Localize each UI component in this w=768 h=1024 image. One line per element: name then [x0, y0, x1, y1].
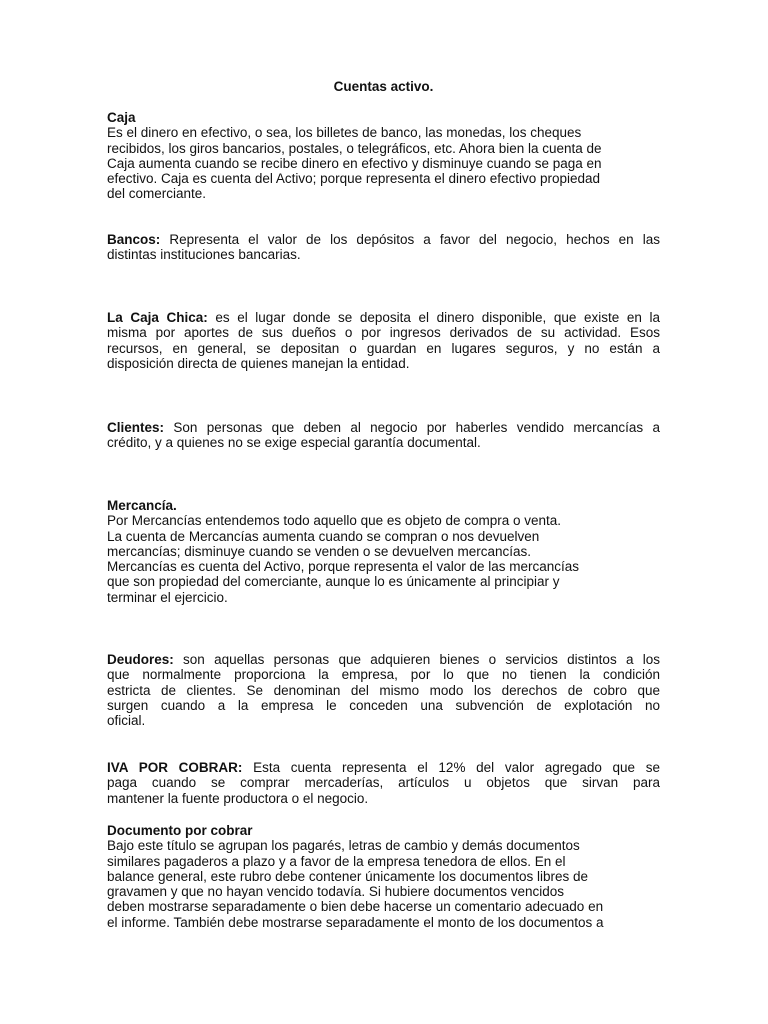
- caja-chica-line: recursos, en general, se depositan o guardan en lugares seguros, y no están a: [107, 340, 660, 356]
- documento-line: Bajo este título se agrupan los pagarés, letras de cambio y demás documentos: [107, 838, 580, 854]
- section-heading-bancos: Bancos:: [107, 232, 161, 247]
- caja-chica-first-line: [107, 310, 660, 325]
- section-body-caja: [107, 125, 660, 201]
- mercancia-line: que son propiedad del comerciante, aunque lo es únicamente al principiar y: [107, 574, 560, 590]
- section-heading-clientes: Clientes:: [107, 420, 165, 435]
- iva-first-line: [107, 760, 660, 775]
- clientes-line: crédito, y a quienes no se exige especial garantía documental.: [107, 435, 481, 451]
- deudores-line: oficial.: [107, 713, 146, 729]
- bancos-first-line: [107, 232, 660, 247]
- documento-line: similares pagaderos a plazo y a favor de la empresa tenedora de ellos. En el: [107, 853, 566, 869]
- caja-line: del comerciante.: [107, 186, 207, 202]
- section-clientes: [107, 420, 660, 451]
- document-title: Cuentas activo.: [333, 79, 434, 94]
- section-bancos: [107, 232, 660, 263]
- documento-line: balance general, este rubro debe contener únicamente los documentos libres de: [107, 868, 589, 884]
- section-iva-por-cobrar: [107, 760, 660, 806]
- section-documento-por-cobrar: [107, 823, 660, 930]
- iva-line: paga cuando se comprar mercaderías, artículos u objetos que sirvan para: [107, 775, 660, 791]
- deudores-line: surgen cuando a la empresa le conceden una subvención de explotación no: [107, 697, 660, 713]
- section-heading-caja-chica: La Caja Chica:: [107, 310, 208, 325]
- section-mercancia: [107, 498, 660, 605]
- caja-line: Es el dinero en efectivo, o sea, los billetes de banco, las monedas, los cheques: [107, 125, 582, 141]
- documento-line: gravamen y que no hayan vencido todavía. Si hubiere documentos vencidos: [107, 884, 565, 900]
- deudores-line: son aquellas personas que adquieren bienes o servicios distintos a los: [183, 652, 660, 667]
- caja-line: Caja aumenta cuando se recibe dinero en efectivo y disminuye cuando se paga en: [107, 155, 602, 171]
- deudores-first-line: [107, 652, 660, 667]
- caja-chica-line: es el lugar donde se deposita el dinero disponible, que existe en la: [215, 310, 661, 325]
- deudores-line: estricta de clientes. Se denominan del mismo modo los derechos de cobro que: [107, 682, 660, 698]
- section-deudores: [107, 652, 660, 728]
- section-caja-chica: [107, 310, 660, 371]
- caja-line: recibidos, los giros bancarios, postales, o telegráficos, etc. Ahora bien la cuenta de: [107, 140, 602, 156]
- section-caja: [107, 110, 660, 202]
- iva-line: Esta cuenta representa el 12% del valor agregado que se: [253, 760, 660, 775]
- section-heading-iva: IVA POR COBRAR:: [107, 760, 243, 775]
- mercancia-line: Mercancías es cuenta del Activo, porque representa el valor de las mercancías: [107, 559, 579, 575]
- section-heading-mercancia: Mercancía.: [107, 498, 177, 513]
- bancos-line: distintas instituciones bancarias.: [107, 247, 301, 263]
- caja-chica-line: disposición directa de quienes manejan la entidad.: [107, 355, 410, 371]
- deudores-line: que normalmente proporciona la empresa, por lo que no tienen la condición: [107, 667, 660, 683]
- section-heading-deudores: Deudores:: [107, 652, 174, 667]
- mercancia-line: Por Mercancías entendemos todo aquello que es objeto de compra o venta.: [107, 513, 562, 529]
- caja-line: efectivo. Caja es cuenta del Activo; porque representa el dinero efectivo propiedad: [107, 171, 601, 187]
- bancos-line: Representa el valor de los depósitos a favor del negocio, hechos en las: [169, 232, 660, 247]
- documento-line: deben mostrarse separadamente o bien debe hacerse un comentario adecuado en: [107, 899, 604, 915]
- mercancia-line: mercancías; disminuye cuando se venden o se devuelven mercancías.: [107, 543, 531, 559]
- mercancia-line: La cuenta de Mercancías aumenta cuando se compran o nos devuelven: [107, 528, 540, 544]
- documento-line: el informe. También debe mostrarse separadamente el monto de los documentos a: [107, 914, 604, 930]
- clientes-line: Son personas que deben al negocio por haberles vendido mercancías a: [173, 420, 660, 435]
- section-heading-documento: Documento por cobrar: [107, 823, 253, 838]
- mercancia-line: terminar el ejercicio.: [107, 589, 228, 605]
- clientes-first-line: [107, 420, 660, 435]
- iva-line: mantener la fuente productora o el negocio.: [107, 790, 369, 806]
- caja-chica-line: misma por aportes de sus dueños o por ingresos derivados de su actividad. Esos: [107, 325, 660, 341]
- section-heading-caja: Caja: [107, 110, 136, 125]
